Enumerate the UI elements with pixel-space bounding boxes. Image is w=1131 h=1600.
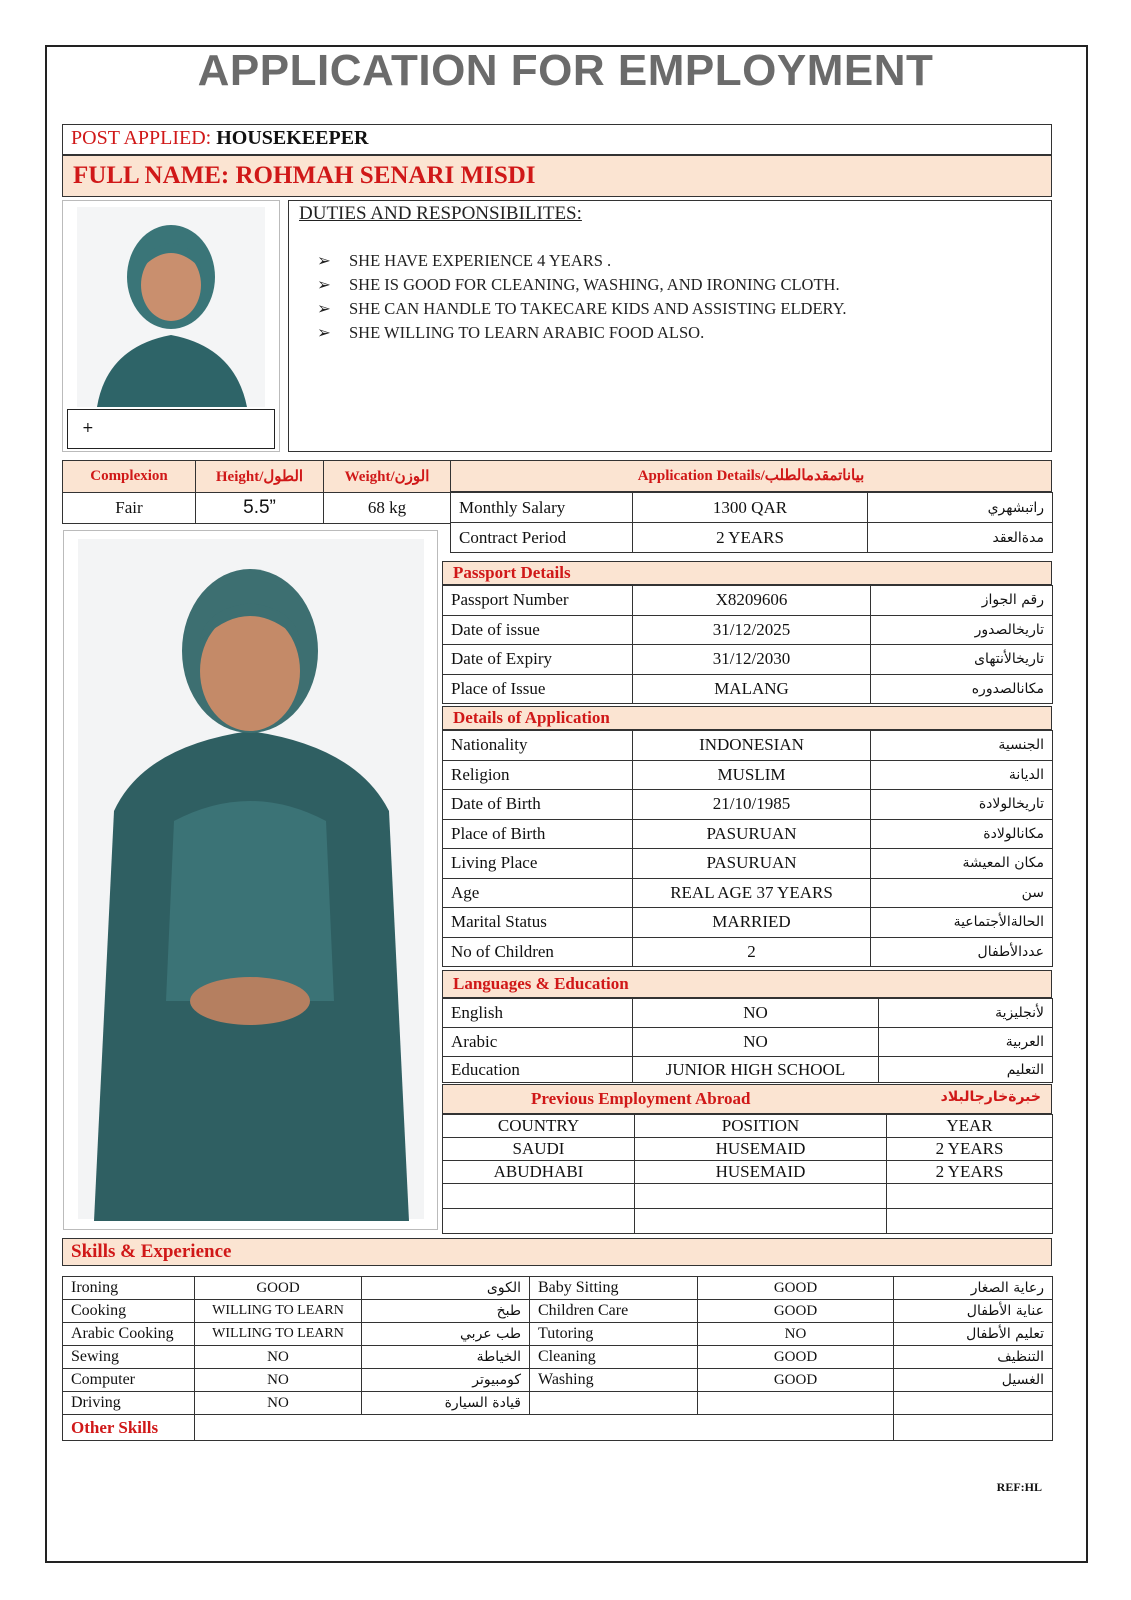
photo-caption-box: +: [67, 409, 275, 449]
application-details-table: [450, 492, 1053, 553]
height-header: Height/الطول: [196, 461, 324, 493]
duty-item: ➢ SHE IS GOOD FOR CLEANING, WASHING, AND IRONING CLOTH.: [317, 275, 840, 294]
height-value: 5.5”: [196, 493, 324, 524]
language-row: English NO لأنجليزية: [443, 999, 1053, 1028]
skills-row: Arabic Cooking WILLING TO LEARN طب عربي Tutoring NO تعليم الأطفال: [63, 1323, 1053, 1346]
application-row: Monthly Salary 1300 QAR راتبشهري: [451, 493, 1053, 523]
application-details-header: Application Details/بياناتمقدمالطلب: [450, 460, 1052, 492]
application-row: Contract Period 2 YEARS مدةالعقد: [451, 523, 1053, 553]
full-body-photo: [63, 530, 438, 1230]
languages-header: Languages & Education: [442, 970, 1052, 998]
physical-table: [62, 460, 451, 524]
language-row: Arabic NO العربية: [443, 1028, 1053, 1057]
details-row: Place of Birth PASURUAN مكانالولادة: [443, 819, 1053, 849]
weight-value: 68 kg: [324, 493, 451, 524]
duty-item: ➢ SHE WILLING TO LEARN ARABIC FOOD ALSO.: [317, 323, 705, 342]
skills-row: Ironing GOOD الكوى Baby Sitting GOOD رعاية الصغار: [63, 1277, 1053, 1300]
page-title: APPLICATION FOR EMPLOYMENT: [197, 46, 934, 95]
passport-row: Date of issue 31/12/2025 تاريخالصدور: [443, 615, 1053, 645]
passport-table: [442, 585, 1053, 704]
reference-code: REF:HL: [996, 1480, 1042, 1494]
previous-employment-row: ABUDHABI HUSEMAID 2 YEARS: [443, 1161, 1053, 1184]
skills-table: [62, 1276, 1053, 1441]
duty-item: ➢ SHE CAN HANDLE TO TAKECARE KIDS AND ASSISTING ELDERY.: [317, 299, 847, 318]
skills-row: Sewing NO الخياطة Cleaning GOOD التنظيف: [63, 1346, 1053, 1369]
details-table: [442, 730, 1053, 967]
full-name-label: FULL NAME:: [73, 162, 230, 189]
complexion-header: Complexion: [63, 461, 196, 493]
skills-row: Cooking WILLING TO LEARN طبخ Children Care GOOD عناية الأطفال: [63, 1300, 1053, 1323]
details-row: Age REAL AGE 37 YEARS سن: [443, 878, 1053, 908]
post-applied-row: [62, 124, 1052, 155]
details-row: Living Place PASURUAN مكان المعيشة: [443, 849, 1053, 879]
duty-item: ➢ SHE HAVE EXPERIENCE 4 YEARS .: [317, 251, 612, 270]
passport-header: Passport Details: [442, 561, 1052, 585]
details-row: Religion MUSLIM الديانة: [443, 760, 1053, 790]
language-row: Education JUNIOR HIGH SCHOOL التعليم: [443, 1057, 1053, 1083]
other-skills-label: Other Skills: [63, 1415, 195, 1441]
passport-row: Passport Number X8209606 رقم الجواز: [443, 586, 1053, 616]
weight-header: Weight/الوزن: [324, 461, 451, 493]
post-applied-label: POST APPLIED:: [71, 127, 212, 149]
details-row: Date of Birth 21/10/1985 تاريخالولادة: [443, 790, 1053, 820]
previous-employment-columns: COUNTRY POSITION YEAR: [443, 1115, 1053, 1138]
duties-list: [299, 251, 1041, 343]
other-skills-row: [63, 1415, 1053, 1441]
passport-row: Date of Expiry 31/12/2030 تاريخالأنتهاى: [443, 645, 1053, 675]
previous-employment-row: [443, 1209, 1053, 1234]
full-name-value: ROHMAH SENARI MISDI: [235, 162, 536, 189]
previous-employment-row: SAUDI HUSEMAID 2 YEARS: [443, 1138, 1053, 1161]
previous-employment-header: Previous Employment Abroad خبرةخارجالبلاد: [442, 1084, 1052, 1114]
complexion-value: Fair: [63, 493, 196, 524]
post-applied-value: HOUSEKEEPER: [216, 127, 369, 149]
previous-employment-row: [443, 1184, 1053, 1209]
details-row: Nationality INDONESIAN الجنسية: [443, 731, 1053, 761]
small-photo-box: [62, 200, 280, 452]
previous-employment-table: [442, 1114, 1053, 1234]
duties-heading: DUTIES AND RESPONSIBILITES:: [299, 203, 582, 224]
details-row: Marital Status MARRIED الحالةالأجتماعية: [443, 908, 1053, 938]
details-row: No of Children 2 عددالأطفال: [443, 937, 1053, 967]
passport-row: Place of Issue MALANG مكانالصدوره: [443, 674, 1053, 704]
skills-row: Computer NO كومبيوتر Washing GOOD الغسيل: [63, 1369, 1053, 1392]
details-header: Details of Application: [442, 706, 1052, 730]
skills-row: Driving NO قيادة السيارة: [63, 1392, 1053, 1415]
small-portrait-photo: [77, 207, 265, 407]
languages-table: [442, 998, 1053, 1083]
full-name-row: [62, 155, 1052, 197]
skills-header: Skills & Experience: [62, 1238, 1052, 1266]
duties-box: [288, 200, 1052, 452]
